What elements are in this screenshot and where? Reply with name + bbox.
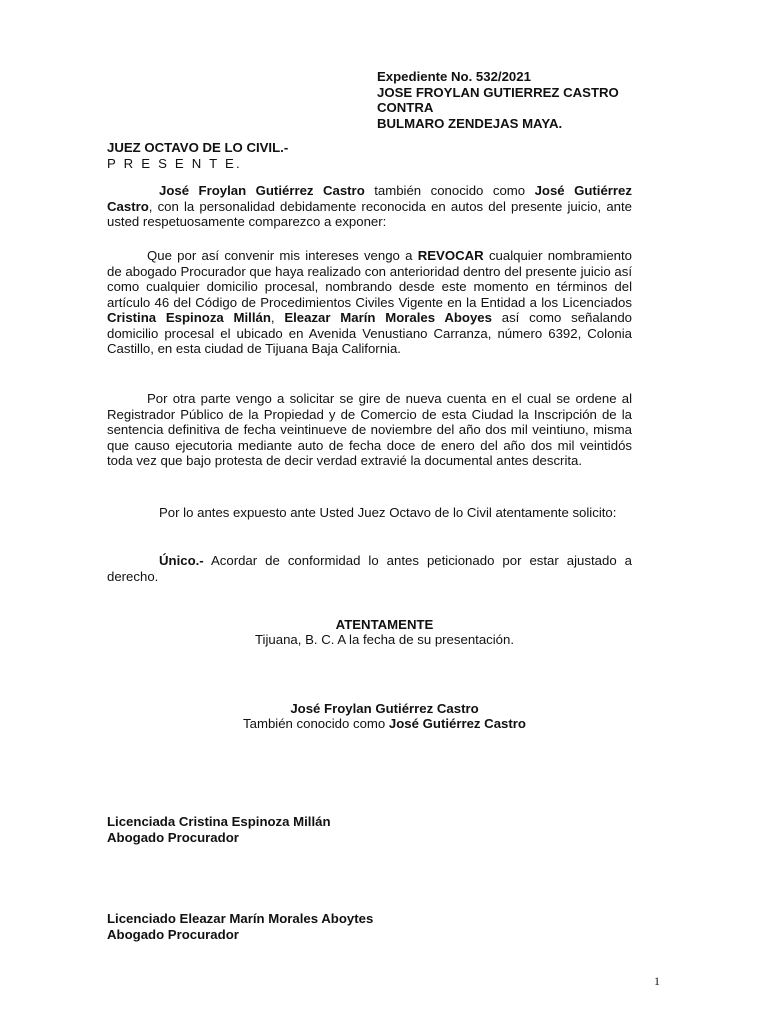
contra-label: CONTRA — [377, 100, 434, 115]
attorney-1-name: Licenciada Cristina Espinoza Millán — [107, 814, 331, 829]
revocation-text-1: Que por así convenir mis intereses vengo a — [147, 248, 418, 263]
lawyer-1-name: Cristina Espinoza Millán — [107, 310, 271, 325]
defendant-name: BULMARO ZENDEJAS MAYA. — [377, 115, 563, 131]
petitioner-name: José Froylan Gutiérrez Castro — [159, 183, 365, 198]
addressee-title: JUEZ OCTAVO DE LO CIVIL.- — [107, 140, 289, 155]
revocation-text-2: cualquier nombramiento de abogado Procurador que haya realizado con anterioridad dentro del presente juicio así como cualquier domicilio procesal, nombrando desde este momento en términos del artículo 46 del Código de Procedimientos Civiles Vigente en la Entidad a los Licenciados — [107, 248, 633, 310]
intro-text-1: también conocido como — [364, 183, 535, 198]
attorney-1-block — [107, 814, 331, 845]
paragraph-revocation — [107, 248, 632, 357]
attorney-2-role: Abogado Procurador — [107, 926, 239, 942]
revocation-text-3: así como señalando domicilio procesal el ubicado en Avenida Venustiano Carranza, número 6392, Colonia Castillo, en esta ciudad de Tijuana Baja California. — [107, 310, 632, 356]
signer-name: José Froylan Gutiérrez Castro — [290, 701, 479, 716]
attorney-2-name: Licenciado Eleazar Marín Morales Aboytes — [107, 911, 374, 926]
addressee-present: P R E S E N T E. — [107, 155, 242, 171]
plaintiff-name: JOSE FROYLAN GUTIERREZ CASTRO — [377, 84, 619, 100]
petitioner-aka: José Gutiérrez Castro — [107, 183, 632, 214]
signer-aka-line — [107, 716, 662, 732]
attorney-2-block — [107, 911, 373, 942]
case-number: Expediente No. 532/2021 — [377, 69, 531, 84]
paragraph-intro — [107, 183, 632, 230]
paragraph-request — [107, 505, 632, 521]
addressee-block — [107, 140, 288, 171]
paragraph-unico — [107, 553, 632, 584]
registry-text: Por otra parte vengo a solicitar se gire de nueva cuenta en el cual se ordene al Registrador Público de la Propiedad y de Comercio de esta Ciudad la Inscripción de la sentencia definitiva de fecha veintinueve de noviembre del año dos mil veintiuno, misma que causo ejecutoria mediante auto de fecha doce de enero del año dos mil veintidós toda vez que bajo protesta de decir verdad extravié la documental antes descrita. — [107, 391, 632, 468]
signer-aka-text: También conocido como — [243, 716, 389, 731]
case-header — [377, 69, 619, 131]
intro-text-2: , con la personalidad debidamente reconocida en autos del presente juicio, ante usted respetuosamente comparezco a exponer: — [107, 198, 632, 229]
lawyer-2-name: Eleazar Marín Morales Aboyes — [284, 310, 492, 325]
unico-label: Único.- — [159, 553, 204, 568]
signer-aka-name: José Gutiérrez Castro — [388, 716, 526, 731]
paragraph-registry — [107, 391, 632, 469]
unico-text: Acordar de conformidad lo antes peticionado por estar ajustado a derecho. — [107, 553, 632, 584]
revocation-comma: , — [270, 310, 285, 325]
page-number: 1 — [654, 974, 660, 988]
request-text: Por lo antes expuesto ante Usted Juez Octavo de lo Civil atentamente solicito: — [159, 505, 617, 520]
atentamente-heading: ATENTAMENTE — [335, 617, 434, 632]
revocar-keyword: REVOCAR — [417, 248, 484, 263]
place-date: Tijuana, B. C. A la fecha de su presentación. — [254, 632, 515, 647]
attorney-1-role: Abogado Procurador — [107, 829, 239, 845]
